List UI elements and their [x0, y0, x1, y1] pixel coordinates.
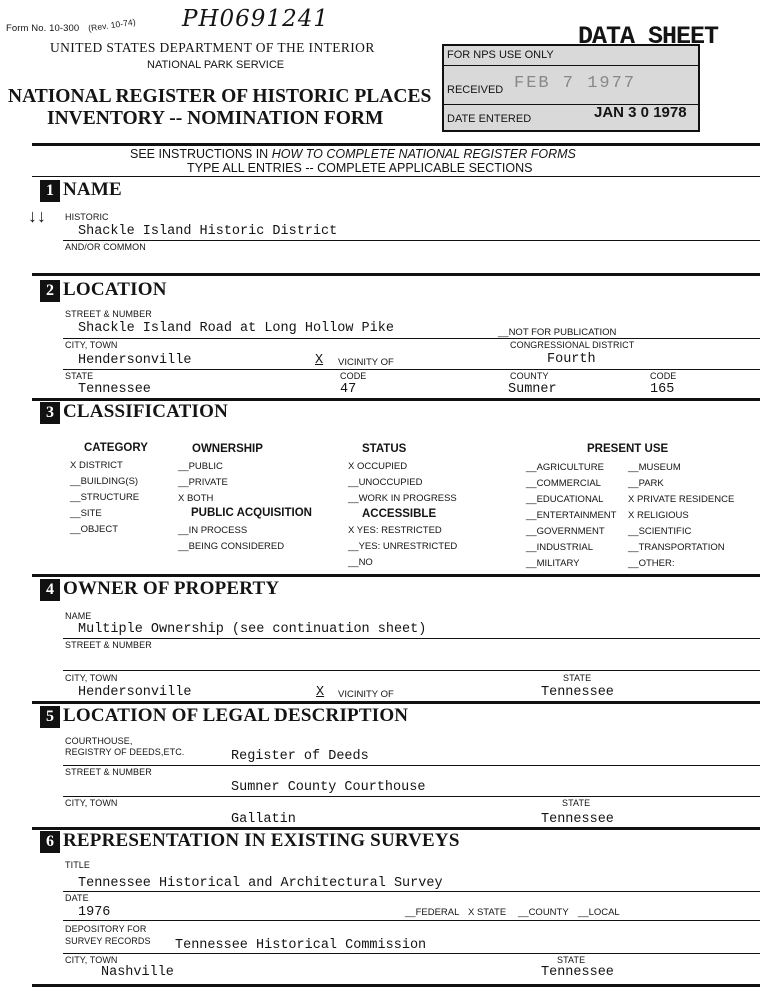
revision: (Rev. 10-74): [87, 16, 137, 34]
owner-name-label: NAME: [65, 611, 92, 621]
legal-city-value: Gallatin: [231, 812, 296, 827]
received-label: RECEIVED: [447, 84, 504, 96]
status-option: __UNOCCUPIED: [348, 477, 423, 488]
category-heading: CATEGORY: [84, 442, 148, 454]
present-use-option: X RELIGIOUS: [628, 510, 689, 521]
accessible-option: __YES: UNRESTRICTED: [348, 541, 458, 552]
present-use-option: __AGRICULTURE: [526, 462, 604, 473]
present-use-option: __MUSEUM: [628, 462, 681, 473]
county-option: __COUNTY: [518, 907, 569, 918]
accessible-option: X YES: RESTRICTED: [348, 525, 442, 536]
street-label: STREET & NUMBER: [65, 309, 152, 319]
handwritten-reference: PH0691241: [182, 6, 329, 32]
courthouse-label: COURTHOUSE,: [65, 736, 133, 746]
street-value: Shackle Island Road at Long Hollow Pike: [78, 321, 394, 336]
county-code-value: 165: [650, 382, 675, 397]
department-name: UNITED STATES DEPARTMENT OF THE INTERIOR: [50, 40, 375, 55]
state-code-value: 47: [340, 382, 357, 397]
category-option: __OBJECT: [70, 524, 119, 535]
category-option: __BUILDING(S): [70, 476, 139, 487]
owner-state-value: Tennessee: [541, 685, 614, 700]
section-5-number: 5: [40, 706, 60, 728]
owner-vicinity-check: X: [316, 685, 325, 700]
ownership-heading: OWNERSHIP: [192, 443, 263, 455]
ownership-option: X BOTH: [178, 493, 214, 504]
present-use-option: __GOVERNMENT: [526, 526, 605, 537]
section-4-number: 4: [40, 579, 60, 601]
ownership-option: __PUBLIC: [178, 461, 223, 472]
registry-label: REGISTRY OF DEEDS,ETC.: [65, 747, 185, 757]
accessible-heading: ACCESSIBLE: [362, 508, 437, 520]
legal-city-label: CITY, TOWN: [65, 798, 118, 808]
section-3-title: CLASSIFICATION: [63, 401, 229, 422]
public-acquisition-heading: PUBLIC ACQUISITION: [191, 507, 312, 519]
category-option: __STRUCTURE: [70, 492, 140, 503]
city-label: CITY, TOWN: [65, 340, 118, 350]
accessible-option: __NO: [348, 557, 373, 568]
legal-state-value: Tennessee: [541, 812, 614, 827]
common-name-label: AND/OR COMMON: [65, 242, 146, 252]
historic-label: HISTORIC: [65, 212, 109, 222]
owner-name-value: Multiple Ownership (see continuation sheet): [78, 622, 427, 637]
vicinity-label: VICINITY OF: [338, 357, 394, 368]
not-for-publication: __NOT FOR PUBLICATION: [498, 327, 617, 338]
nps-use-only: FOR NPS USE ONLY: [447, 49, 554, 61]
status-option: X OCCUPIED: [348, 461, 408, 472]
category-option: X DISTRICT: [70, 460, 123, 471]
owner-city-value: Hendersonville: [78, 685, 192, 700]
registry-value: Register of Deeds: [231, 749, 369, 764]
form-title-line2: INVENTORY -- NOMINATION FORM: [47, 108, 384, 129]
present-use-option: X PRIVATE RESIDENCE: [628, 494, 735, 505]
survey-city-label: CITY, TOWN: [65, 955, 118, 965]
present-use-option: __TRANSPORTATION: [628, 542, 725, 553]
service-name: NATIONAL PARK SERVICE: [147, 59, 285, 71]
section-3-number: 3: [40, 402, 60, 424]
date-entered-label: DATE ENTERED: [447, 113, 532, 125]
depository-value: Tennessee Historical Commission: [175, 938, 427, 953]
form-title-line1: NATIONAL REGISTER OF HISTORIC PLACES: [8, 86, 432, 107]
congressional-district-value: Fourth: [547, 352, 596, 367]
section-6-title: REPRESENTATION IN EXISTING SURVEYS: [63, 830, 460, 851]
present-use-option: __INDUSTRIAL: [526, 542, 594, 553]
congressional-district-label: CONGRESSIONAL DISTRICT: [510, 340, 635, 350]
city-value: Hendersonville: [78, 353, 192, 368]
present-use-option: __ENTERTAINMENT: [526, 510, 617, 521]
legal-street-value: Sumner County Courthouse: [231, 780, 426, 795]
section-5-title: LOCATION OF LEGAL DESCRIPTION: [63, 705, 409, 726]
depository-label-line2: SURVEY RECORDS: [65, 936, 151, 946]
legal-state-label: STATE: [562, 798, 591, 808]
instructions-italic: HOW TO COMPLETE NATIONAL REGISTER FORMS: [271, 147, 576, 161]
section-1-number: 1: [40, 180, 60, 202]
ownership-option: __PRIVATE: [178, 477, 228, 488]
state-code-label: CODE: [340, 371, 367, 381]
historic-name-value: Shackle Island Historic District: [78, 224, 338, 239]
acquisition-option: __BEING CONSIDERED: [178, 541, 285, 552]
category-option: __SITE: [70, 508, 102, 519]
owner-state-label: STATE: [563, 673, 592, 683]
state-value: Tennessee: [78, 382, 151, 397]
present-use-option: __PARK: [628, 478, 664, 489]
owner-vicinity-label: VICINITY OF: [338, 689, 394, 700]
vicinity-check: X: [315, 353, 324, 368]
survey-state-value: Tennessee: [541, 965, 614, 980]
present-use-heading: PRESENT USE: [587, 443, 669, 455]
form-number: Form No. 10-300: [6, 23, 80, 34]
status-heading: STATUS: [362, 443, 407, 455]
survey-date-label: DATE: [65, 893, 89, 903]
county-label: COUNTY: [510, 371, 549, 381]
section-4-title: OWNER OF PROPERTY: [63, 578, 280, 599]
legal-street-label: STREET & NUMBER: [65, 767, 152, 777]
instructions-line2: TYPE ALL ENTRIES -- COMPLETE APPLICABLE SECTIONS: [187, 161, 533, 175]
county-code-label: CODE: [650, 371, 677, 381]
section-2-number: 2: [40, 280, 60, 302]
owner-street-label: STREET & NUMBER: [65, 640, 152, 650]
present-use-option: __SCIENTIFIC: [628, 526, 692, 537]
acquisition-option: __IN PROCESS: [178, 525, 248, 536]
status-option: __WORK IN PROGRESS: [348, 493, 457, 504]
present-use-option: __OTHER:: [628, 558, 675, 569]
present-use-option: __EDUCATIONAL: [526, 494, 604, 505]
owner-city-label: CITY, TOWN: [65, 673, 118, 683]
present-use-option: __MILITARY: [526, 558, 580, 569]
data-sheet-stamp: DATA SHEET: [578, 22, 719, 51]
date-entered-stamp: JAN 3 0 1978: [594, 104, 687, 121]
survey-city-value: Nashville: [101, 965, 174, 980]
survey-state-label: STATE: [557, 955, 586, 965]
received-stamp: FEB 7 1977: [514, 74, 637, 93]
federal-option: __FEDERAL: [405, 907, 460, 918]
section-1-title: NAME: [63, 179, 122, 200]
survey-date-value: 1976: [78, 905, 111, 920]
present-use-option: __COMMERCIAL: [526, 478, 601, 489]
survey-title-label: TITLE: [65, 860, 91, 870]
county-value: Sumner: [508, 382, 557, 397]
arrow-marks-icon: ↓↓: [28, 206, 46, 226]
state-label: STATE: [65, 371, 94, 381]
section-2-title: LOCATION: [63, 279, 167, 300]
instructions-line1: SEE INSTRUCTIONS IN HOW TO COMPLETE NATIONAL REGISTER FORMS: [130, 147, 576, 161]
section-6-number: 6: [40, 831, 60, 853]
nps-use-box: [442, 44, 700, 132]
survey-title-value: Tennessee Historical and Architectural Survey: [78, 876, 443, 891]
local-option: __LOCAL: [578, 907, 620, 918]
state-option: X STATE: [468, 907, 507, 918]
depository-label-line1: DEPOSITORY FOR: [65, 924, 147, 934]
